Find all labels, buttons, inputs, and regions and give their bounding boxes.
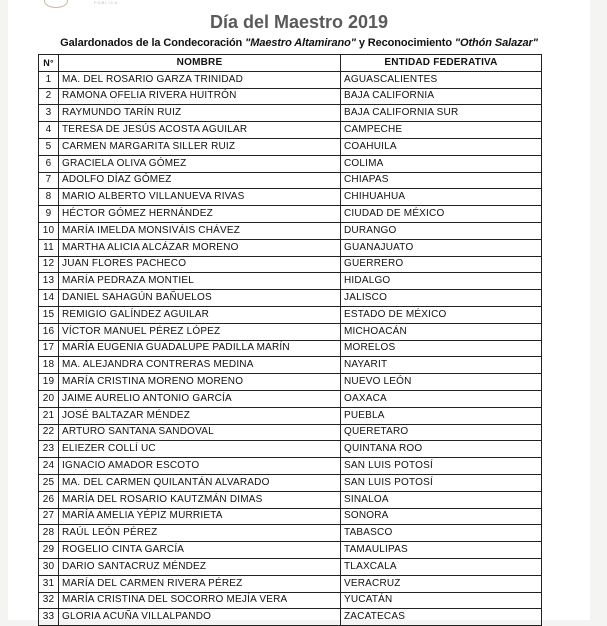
awardee-name: DANIEL SAHAGÚN BAÑUELOS xyxy=(59,290,341,307)
table-header-row xyxy=(39,55,542,72)
row-number: 16 xyxy=(39,323,59,340)
entidad-federativa: TLAXCALA xyxy=(341,558,542,575)
awardee-name: MARÍA PEDRAZA MONTIEL xyxy=(59,273,341,290)
header-logo xyxy=(44,0,204,8)
table-row xyxy=(39,558,542,575)
award-maestro-altamirano: "Maestro Altamirano" xyxy=(245,37,356,49)
table-row xyxy=(39,256,542,273)
table-row xyxy=(39,273,542,290)
table-row xyxy=(39,390,542,407)
entidad-federativa: BAJA CALIFORNIA SUR xyxy=(341,105,542,122)
header-name: NOMBRE xyxy=(59,55,341,72)
table-row xyxy=(39,374,542,391)
awardee-name: GRACIELA OLIVA GÓMEZ xyxy=(59,155,341,172)
awardee-name: VÍCTOR MANUEL PÉREZ LÓPEZ xyxy=(59,323,341,340)
row-number: 32 xyxy=(39,592,59,609)
awardee-name: MARÍA CRISTINA DEL SOCORRO MEJÍA VERA xyxy=(59,592,341,609)
row-number: 15 xyxy=(39,306,59,323)
row-number: 24 xyxy=(39,458,59,475)
entidad-federativa: GUERRERO xyxy=(341,256,542,273)
header-state: ENTIDAD FEDERATIVA xyxy=(341,55,542,72)
entidad-federativa: CHIAPAS xyxy=(341,172,542,189)
page-title: Día del Maestro 2019 xyxy=(209,12,389,32)
awardee-name: JOSÉ BALTAZAR MÉNDEZ xyxy=(59,407,341,424)
row-number: 9 xyxy=(39,206,59,223)
row-number: 33 xyxy=(39,609,59,626)
awardee-name: REMIGIO GALÍNDEZ AGUILAR xyxy=(59,306,341,323)
entidad-federativa: CIUDAD DE MÉXICO xyxy=(341,206,542,223)
awardee-name: HÉCTOR GÓMEZ HERNÁNDEZ xyxy=(59,206,341,223)
table-row xyxy=(39,424,542,441)
entidad-federativa: TAMAULIPAS xyxy=(341,542,542,559)
awardee-name: ADOLFO DÍAZ GÓMEZ xyxy=(59,172,341,189)
entidad-federativa: NUEVO LEÓN xyxy=(341,374,542,391)
row-number: 31 xyxy=(39,575,59,592)
row-number: 7 xyxy=(39,172,59,189)
row-number: 25 xyxy=(39,474,59,491)
row-number: 18 xyxy=(39,357,59,374)
awardee-name: GLORIA ACUÑA VILLALPANDO xyxy=(59,609,341,626)
entidad-federativa: CHIHUAHUA xyxy=(341,189,542,206)
awardee-name: MARÍA DEL ROSARIO KAUTZMÁN DIMAS xyxy=(59,491,341,508)
entidad-federativa: HIDALGO xyxy=(341,273,542,290)
table-row xyxy=(39,575,542,592)
awardee-name: MA. ALEJANDRA CONTRERAS MEDINA xyxy=(59,357,341,374)
awardee-name: RAYMUNDO TARÍN RUIZ xyxy=(59,105,341,122)
row-number: 6 xyxy=(39,155,59,172)
awardee-name: ELIEZER COLLÍ UC xyxy=(59,441,341,458)
awardee-name: MARÍA DEL CARMEN RIVERA PÉREZ xyxy=(59,575,341,592)
row-number: 29 xyxy=(39,542,59,559)
row-number: 17 xyxy=(39,340,59,357)
row-number: 30 xyxy=(39,558,59,575)
table-row xyxy=(39,222,542,239)
table-row xyxy=(39,609,542,626)
entidad-federativa: JALISCO xyxy=(341,290,542,307)
table-row xyxy=(39,458,542,475)
row-number: 8 xyxy=(39,189,59,206)
awardees-table xyxy=(38,54,542,626)
row-number: 10 xyxy=(39,222,59,239)
entidad-federativa: TABASCO xyxy=(341,525,542,542)
awardee-name: JAIME AURELIO ANTONIO GARCÍA xyxy=(59,390,341,407)
table-row xyxy=(39,508,542,525)
row-number: 2 xyxy=(39,88,59,105)
awardee-name: ROGELIO CINTA GARCÍA xyxy=(59,542,341,559)
table-row xyxy=(39,441,542,458)
entidad-federativa: SAN LUIS POTOSÍ xyxy=(341,474,542,491)
page-subtitle xyxy=(8,37,590,49)
logo-text: PÚBLICA xyxy=(94,0,119,5)
row-number: 26 xyxy=(39,491,59,508)
entidad-federativa: COAHUILA xyxy=(341,138,542,155)
entidad-federativa: SINALOA xyxy=(341,491,542,508)
awardee-name: MA. DEL CARMEN QUILANTÁN ALVARADO xyxy=(59,474,341,491)
awardee-name: MA. DEL ROSARIO GARZA TRINIDAD xyxy=(59,71,341,88)
table-row xyxy=(39,138,542,155)
entidad-federativa: YUCATÁN xyxy=(341,592,542,609)
entidad-federativa: OAXACA xyxy=(341,390,542,407)
row-number: 4 xyxy=(39,122,59,139)
table-row xyxy=(39,592,542,609)
awardee-name: DARIO SANTACRUZ MÉNDEZ xyxy=(59,558,341,575)
awardee-name: MARÍA AMELIA YÉPIZ MURRIETA xyxy=(59,508,341,525)
row-number: 1 xyxy=(39,71,59,88)
document-page xyxy=(8,0,590,623)
awardee-name: MARTHA ALICIA ALCÁZAR MORENO xyxy=(59,239,341,256)
table-row xyxy=(39,407,542,424)
entidad-federativa: QUERETARO xyxy=(341,424,542,441)
row-number: 5 xyxy=(39,138,59,155)
row-number: 22 xyxy=(39,424,59,441)
table-row xyxy=(39,155,542,172)
awardee-name: JUAN FLORES PACHECO xyxy=(59,256,341,273)
row-number: 21 xyxy=(39,407,59,424)
table-row xyxy=(39,172,542,189)
entidad-federativa: CAMPECHE xyxy=(341,122,542,139)
awardee-name: MARÍA IMELDA MONSIVÁIS CHÁVEZ xyxy=(59,222,341,239)
row-number: 3 xyxy=(39,105,59,122)
entidad-federativa: NAYARIT xyxy=(341,357,542,374)
entidad-federativa: PUEBLA xyxy=(341,407,542,424)
table-row xyxy=(39,525,542,542)
entidad-federativa: BAJA CALIFORNIA xyxy=(341,88,542,105)
table-row xyxy=(39,88,542,105)
table-row xyxy=(39,71,542,88)
table-row xyxy=(39,542,542,559)
awardee-name: MARÍA CRISTINA MORENO MORENO xyxy=(59,374,341,391)
subtitle-mid: y Reconocimiento xyxy=(355,37,455,49)
row-number: 27 xyxy=(39,508,59,525)
entidad-federativa: VERACRUZ xyxy=(341,575,542,592)
table-row xyxy=(39,491,542,508)
entidad-federativa: DURANGO xyxy=(341,222,542,239)
row-number: 20 xyxy=(39,390,59,407)
entidad-federativa: ESTADO DE MÉXICO xyxy=(341,306,542,323)
awardee-name: MARIO ALBERTO VILLANUEVA RIVAS xyxy=(59,189,341,206)
table-row xyxy=(39,122,542,139)
entidad-federativa: ZACATECAS xyxy=(341,609,542,626)
entidad-federativa: SONORA xyxy=(341,508,542,525)
awardee-name: CARMEN MARGARITA SILLER RUIZ xyxy=(59,138,341,155)
table-row xyxy=(39,323,542,340)
table-row xyxy=(39,105,542,122)
awardee-name: TERESA DE JESÚS ACOSTA AGUILAR xyxy=(59,122,341,139)
entidad-federativa: SAN LUIS POTOSÍ xyxy=(341,458,542,475)
table-row xyxy=(39,306,542,323)
row-number: 12 xyxy=(39,256,59,273)
entidad-federativa: MORELOS xyxy=(341,340,542,357)
row-number: 23 xyxy=(39,441,59,458)
entidad-federativa: GUANAJUATO xyxy=(341,239,542,256)
award-othon-salazar: "Othón Salazar" xyxy=(454,37,538,49)
table-row xyxy=(39,290,542,307)
awardee-name: IGNACIO AMADOR ESCOTO xyxy=(59,458,341,475)
awardee-name: MARÍA EUGENIA GUADALUPE PADILLA MARÍN xyxy=(59,340,341,357)
row-number: 11 xyxy=(39,239,59,256)
table-row xyxy=(39,340,542,357)
awardee-name: RAÚL LEÓN PÉREZ xyxy=(59,525,341,542)
row-number: 14 xyxy=(39,290,59,307)
row-number: 28 xyxy=(39,525,59,542)
awardee-name: RAMONA OFELIA RIVERA HUITRÓN xyxy=(59,88,341,105)
seal-icon xyxy=(44,0,68,8)
awardee-name: ARTURO SANTANA SANDOVAL xyxy=(59,424,341,441)
table-row xyxy=(39,357,542,374)
entidad-federativa: MICHOACÁN xyxy=(341,323,542,340)
table-row xyxy=(39,189,542,206)
entidad-federativa: QUINTANA ROO xyxy=(341,441,542,458)
table-row xyxy=(39,474,542,491)
entidad-federativa: COLIMA xyxy=(341,155,542,172)
entidad-federativa: AGUASCALIENTES xyxy=(341,71,542,88)
table-row xyxy=(39,206,542,223)
table-row xyxy=(39,239,542,256)
header-number: N° xyxy=(39,55,59,72)
row-number: 19 xyxy=(39,374,59,391)
row-number: 13 xyxy=(39,273,59,290)
subtitle-prefix: Galardonados de la Condecoración xyxy=(60,37,246,49)
